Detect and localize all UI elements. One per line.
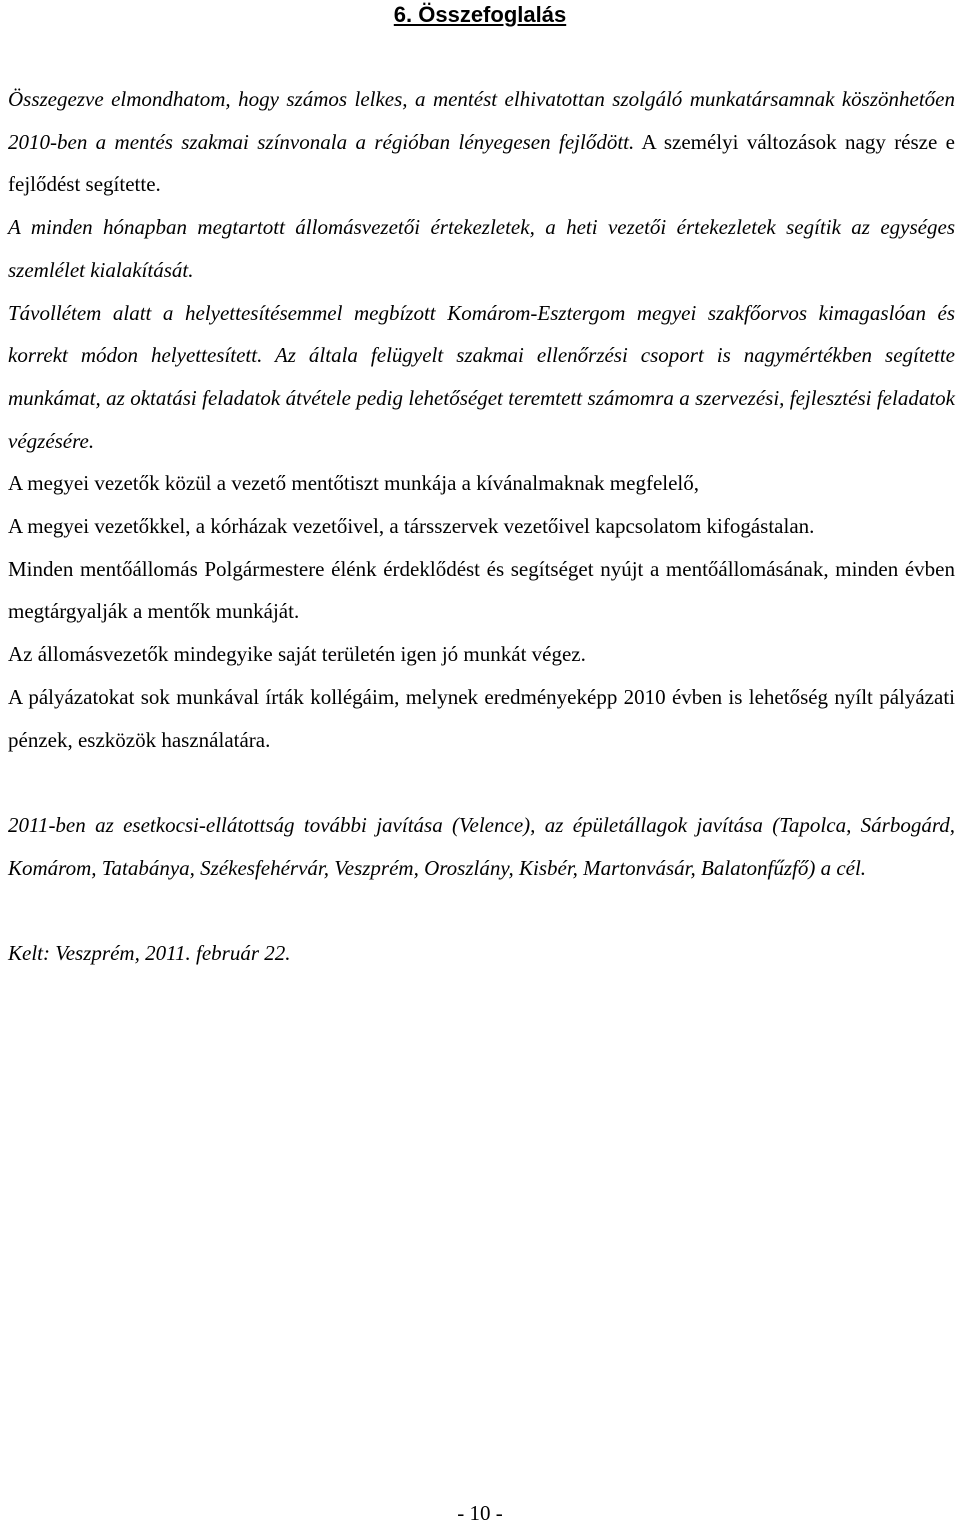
paragraph-summary-lead: Összegezve (8, 87, 104, 111)
spacer (8, 889, 955, 932)
paragraph-summary-upright: A személyi változások nagy része e fejlődést segítette. (8, 129, 956, 197)
page-number: - 10 - (457, 1501, 503, 1525)
paragraph-date-line: Kelt: Veszprém, 2011. február 22. (8, 941, 291, 966)
paragraph-mayors: Minden mentőállomás Polgármestere élénk érdeklődést és segítséget nyújt a mentőállomásának, minden évben megtárgyalják a mentők munkáját. (8, 556, 955, 624)
section-heading: 6. Összefoglalás (393, 2, 567, 27)
paragraph-relations: A megyei vezetőkkel, a kórházak vezetőivel, a társszervek vezetőivel kapcsolatom kifogástalan. (8, 514, 815, 539)
document-body (8, 78, 955, 975)
paragraph-meetings: A minden hónapban megtartott állomásvezetői értekezletek, a heti vezetői értekezletek segítik az egységes szemlélet kialakítását. (8, 215, 955, 282)
paragraph-summary-text: elmondhatom, hogy számos lelkes, a mentést elhivatottan szolgáló munkatársamnak köszönhetően 2010-ben a mentés szakmai színvonala a régióban lényegesen fejlődött. (8, 87, 955, 154)
paragraph-deputy: Távollétem alatt a helyettesítésemmel megbízott Komárom-Esztergom megyei szakfőorvos kimagaslóan és korrekt módon helyettesített. Az általa felügyelt szakmai ellenőrzési csoport is nagymértékben segítette munkámat, az oktatási feladatok átvétele pedig lehetőséget teremtett számomra a szervezési, fejlesztési feladatok végzésére. (8, 300, 955, 453)
paragraph-station-heads: Az állomásvezetők mindegyike saját területén igen jó munkát végez. (8, 642, 586, 667)
paragraph-county-leaders: A megyei vezetők közül a vezető mentőtiszt munkája a kívánalmaknak megfelelő, (8, 471, 700, 496)
spacer (8, 761, 955, 804)
paragraph-tenders: A pályázatokat sok munkával írták kollégáim, melynek eredményeképp 2010 évben is lehetőség nyílt pályázati pénzek, eszközök használatára. (8, 684, 955, 752)
paragraph-goals-2011: 2011-ben az esetkocsi-ellátottság további javítása (Velence), az épületállagok javítása (Tapolca, Sárbogárd, Komárom, Tatabánya, Székesfehérvár, Veszprém, Oroszlány, Kisbér, Martonvásár, Balatonfűzfő) a cél. (8, 812, 955, 880)
paragraph-summary (8, 78, 955, 206)
